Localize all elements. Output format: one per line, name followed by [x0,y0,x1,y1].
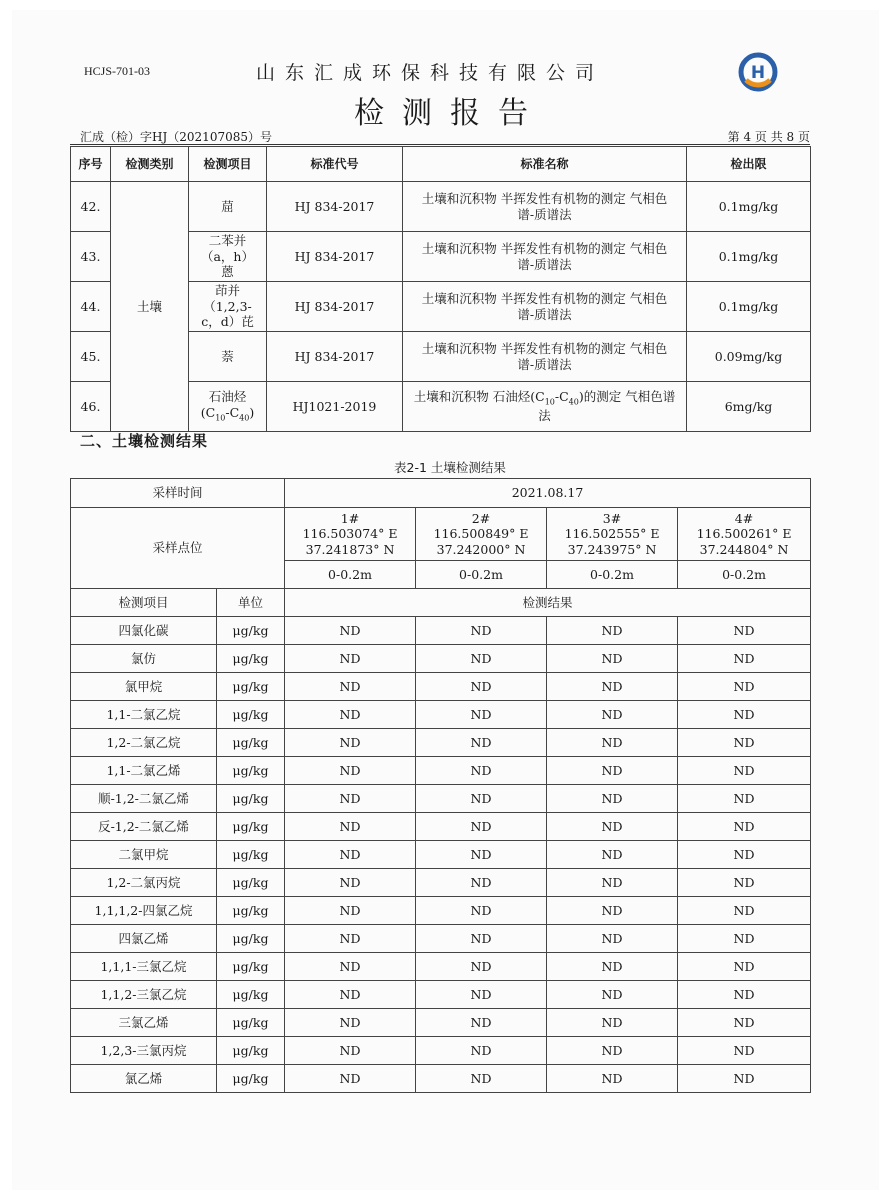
header-category: 检测类别 [111,147,189,182]
table-row [71,869,811,897]
table-row [71,757,811,785]
section-title: 二、土壤检测结果 [80,432,209,450]
result-value: ND [547,785,678,813]
row-no: 45. [71,332,111,382]
result-value: ND [678,925,811,953]
result-item: 二氯甲烷 [71,841,217,869]
row-item: 䓛 [189,182,267,232]
point-depth: 0-0.2m [285,561,416,589]
sampling-point-row [71,508,811,561]
table-row [71,1009,811,1037]
result-item: 1,1,1,2-四氯乙烷 [71,897,217,925]
result-item: 1,2-二氯乙烷 [71,729,217,757]
form-code: HCJS-701-03 [84,64,151,78]
point-cell [285,508,416,561]
result-value: ND [547,897,678,925]
row-code: HJ 834-2017 [267,282,403,332]
row-name [403,382,687,432]
result-unit: μg/kg [217,897,285,925]
result-item: 1,1-二氯乙烷 [71,701,217,729]
table-caption: 表2-1 土壤检测结果 [394,460,506,475]
result-value: ND [285,953,416,981]
result-value: ND [416,981,547,1009]
result-value: ND [416,1009,547,1037]
result-item: 顺-1,2-二氯乙烯 [71,785,217,813]
result-value: ND [416,757,547,785]
point-id: 2# [471,510,491,526]
result-value: ND [547,1037,678,1065]
result-value: ND [416,953,547,981]
result-value: ND [547,869,678,897]
result-value: ND [678,869,811,897]
item-range-sub1: 10 [215,413,226,423]
table-row [71,729,811,757]
result-value: ND [678,617,811,645]
result-label: 检测结果 [285,589,811,617]
row-code: HJ 834-2017 [267,182,403,232]
unit-label: 单位 [217,589,285,617]
result-value: ND [678,1065,811,1093]
result-value: ND [285,897,416,925]
table-row [71,645,811,673]
result-value: ND [678,1037,811,1065]
standards-table [70,146,811,432]
result-value: ND [285,869,416,897]
row-limit: 0.1mg/kg [687,182,811,232]
result-value: ND [285,813,416,841]
sampling-time-label: 采样时间 [71,479,285,508]
point-depth: 0-0.2m [547,561,678,589]
page-number: 第 4 页 共 8 页 [727,130,810,144]
point-lon: 116.500849° E [433,526,529,542]
result-unit: μg/kg [217,701,285,729]
table-row [71,182,811,232]
table-header-row [71,147,811,182]
result-value: ND [416,813,547,841]
result-item: 氯甲烷 [71,673,217,701]
results-header-row [71,589,811,617]
result-value: ND [678,953,811,981]
name-pre: 土壤和沉积物 石油烃(C [413,389,545,405]
row-code: HJ 834-2017 [267,332,403,382]
item-main: 石油烃 [208,389,247,405]
result-value: ND [416,841,547,869]
row-item: 萘 [189,332,267,382]
point-lat: 37.243975° N [567,541,657,557]
row-code: HJ 834-2017 [267,232,403,282]
row-limit: 0.1mg/kg [687,282,811,332]
row-name: 土壤和沉积物 半挥发性有机物的测定 气相色谱-质谱法 [403,182,687,232]
result-value: ND [285,645,416,673]
result-value: ND [678,729,811,757]
result-item: 1,1-二氯乙烯 [71,757,217,785]
result-value: ND [678,841,811,869]
result-unit: μg/kg [217,785,285,813]
point-id: 3# [602,510,622,526]
row-name: 土壤和沉积物 半挥发性有机物的测定 气相色谱-质谱法 [403,282,687,332]
point-cell [416,508,547,561]
row-name: 土壤和沉积物 半挥发性有机物的测定 气相色谱-质谱法 [403,232,687,282]
table-row [71,953,811,981]
result-value: ND [416,645,547,673]
result-unit: μg/kg [217,1065,285,1093]
result-value: ND [678,813,811,841]
result-item: 1,1,1-三氯乙烷 [71,953,217,981]
result-value: ND [285,981,416,1009]
result-value: ND [285,785,416,813]
result-value: ND [285,925,416,953]
company-logo-icon [738,52,778,92]
result-value: ND [547,841,678,869]
result-value: ND [547,673,678,701]
result-value: ND [547,813,678,841]
result-value: ND [416,869,547,897]
item-range-open: (C [200,405,216,421]
result-value: ND [285,673,416,701]
result-value: ND [678,785,811,813]
row-item [189,382,267,432]
result-value: ND [416,897,547,925]
result-value: ND [416,673,547,701]
result-unit: μg/kg [217,813,285,841]
result-value: ND [416,1065,547,1093]
result-item: 氯仿 [71,645,217,673]
result-value: ND [678,757,811,785]
item-range-sub2: 40 [239,413,250,423]
result-value: ND [547,1065,678,1093]
result-value: ND [416,925,547,953]
result-unit: μg/kg [217,1009,285,1037]
row-name: 土壤和沉积物 半挥发性有机物的测定 气相色谱-质谱法 [403,332,687,382]
item-label: 检测项目 [71,589,217,617]
result-item: 氯乙烯 [71,1065,217,1093]
result-item: 四氯化碳 [71,617,217,645]
result-value: ND [678,645,811,673]
result-value: ND [547,1009,678,1037]
company-name: 山东汇成环保科技有限公司 [255,62,604,84]
header-no: 序号 [71,147,111,182]
row-code: HJ1021-2019 [267,382,403,432]
table-row [71,785,811,813]
document-number: 汇成（检）字HJ（202107085）号 [80,130,272,144]
point-lat: 37.241873° N [305,541,395,557]
result-value: ND [678,981,811,1009]
table-row [71,617,811,645]
table-row [71,925,811,953]
result-item: 1,2,3-三氯丙烷 [71,1037,217,1065]
point-lon: 116.500261° E [696,526,792,542]
sampling-time-row [71,479,811,508]
result-unit: μg/kg [217,617,285,645]
result-value: ND [416,785,547,813]
result-unit: μg/kg [217,925,285,953]
result-value: ND [547,645,678,673]
header-divider [70,144,810,145]
report-title: 检测报告 [354,96,546,131]
result-value: ND [285,729,416,757]
point-cell [547,508,678,561]
result-item: 四氯乙烯 [71,925,217,953]
name-post: )的测定 气相色谱法 [538,389,676,423]
point-lon: 116.502555° E [564,526,660,542]
table-row [71,897,811,925]
result-value: ND [416,729,547,757]
result-value: ND [547,617,678,645]
result-value: ND [416,1037,547,1065]
row-limit: 6mg/kg [687,382,811,432]
row-no: 42. [71,182,111,232]
sampling-point-label: 采样点位 [71,508,285,589]
header-code: 标准代号 [267,147,403,182]
category-cell: 土壤 [111,182,189,432]
result-value: ND [416,617,547,645]
result-value: ND [547,757,678,785]
result-unit: μg/kg [217,869,285,897]
result-value: ND [285,757,416,785]
result-unit: μg/kg [217,841,285,869]
point-depth: 0-0.2m [416,561,547,589]
row-no: 43. [71,232,111,282]
result-unit: μg/kg [217,1037,285,1065]
results-table [70,478,811,1093]
result-unit: μg/kg [217,953,285,981]
item-range-mid: -C [225,405,240,421]
result-value: ND [547,701,678,729]
result-value: ND [678,1009,811,1037]
point-id: 1# [340,510,360,526]
result-value: ND [285,1037,416,1065]
table-row [71,813,811,841]
point-depth: 0-0.2m [678,561,811,589]
header-item: 检测项目 [189,147,267,182]
result-item: 1,1,2-三氯乙烷 [71,981,217,1009]
table-row [71,1037,811,1065]
name-sub2: 40 [568,397,579,407]
result-value: ND [285,841,416,869]
item-range-close: ) [249,405,255,421]
result-value: ND [285,701,416,729]
result-value: ND [285,1009,416,1037]
row-no: 46. [71,382,111,432]
sampling-time-value: 2021.08.17 [285,479,811,508]
result-value: ND [678,673,811,701]
point-lat: 37.244804° N [699,541,789,557]
point-id: 4# [734,510,754,526]
row-item: 茚并（1,2,3-c，d）芘 [189,282,267,332]
result-value: ND [416,701,547,729]
result-unit: μg/kg [217,645,285,673]
row-no: 44. [71,282,111,332]
name-mid: -C [554,389,569,405]
result-value: ND [678,701,811,729]
row-limit: 0.09mg/kg [687,332,811,382]
table-row [71,841,811,869]
table-row [71,701,811,729]
table-row [71,673,811,701]
result-item: 反-1,2-二氯乙烯 [71,813,217,841]
row-limit: 0.1mg/kg [687,232,811,282]
result-value: ND [678,897,811,925]
result-value: ND [547,981,678,1009]
result-item: 1,2-二氯丙烷 [71,869,217,897]
result-unit: μg/kg [217,673,285,701]
result-unit: μg/kg [217,729,285,757]
point-lon: 116.503074° E [302,526,398,542]
result-value: ND [285,1065,416,1093]
point-lat: 37.242000° N [436,541,526,557]
header-limit: 检出限 [687,147,811,182]
result-unit: μg/kg [217,757,285,785]
table-row [71,981,811,1009]
result-value: ND [285,617,416,645]
logo-letter: H [750,63,766,83]
result-item: 三氯乙烯 [71,1009,217,1037]
point-cell [678,508,811,561]
row-item: 二苯并（a，h）蒽 [189,232,267,282]
result-value: ND [547,729,678,757]
result-unit: μg/kg [217,981,285,1009]
header-name: 标准名称 [403,147,687,182]
result-value: ND [547,925,678,953]
table-row [71,1065,811,1093]
result-value: ND [547,953,678,981]
name-sub1: 10 [544,397,555,407]
